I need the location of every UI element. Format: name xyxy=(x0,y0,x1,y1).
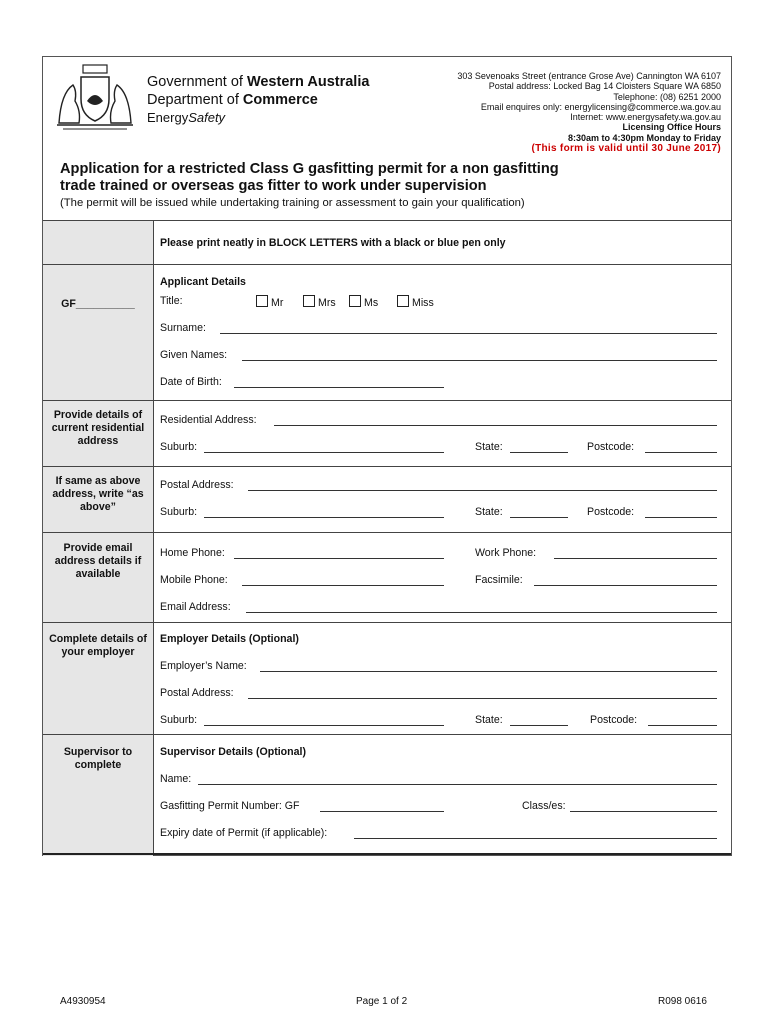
title-option-miss[interactable]: Miss xyxy=(397,295,434,309)
state-field[interactable] xyxy=(510,441,568,453)
title-option-mr[interactable]: Mr xyxy=(256,295,283,309)
hours-label: Licensing Office Hours xyxy=(622,122,721,133)
expiry-field[interactable] xyxy=(354,827,717,839)
supervisor-heading: Supervisor Details (Optional) xyxy=(160,746,306,758)
given-names-field[interactable] xyxy=(242,349,717,361)
checkbox[interactable] xyxy=(256,295,268,307)
page-number: Page 1 of 2 xyxy=(356,996,408,1007)
revision: R098 0616 xyxy=(658,996,707,1007)
wa-coat-of-arms-icon xyxy=(53,63,137,135)
title-option-mrs[interactable]: Mrs xyxy=(303,295,336,309)
mobile-phone-field[interactable] xyxy=(242,574,444,586)
checkbox[interactable] xyxy=(349,295,361,307)
postal-suburb-row: Suburb: State: Postcode: xyxy=(160,506,717,520)
residential-side-label: Provide details of current residential address xyxy=(51,409,145,447)
title-option-ms[interactable]: Ms xyxy=(349,295,378,309)
employer-name-field[interactable] xyxy=(260,660,717,672)
surname-row: Surname: xyxy=(160,322,717,336)
contact-line: Internet: www.energysafety.wa.gov.au xyxy=(570,112,721,123)
given-names-row: Given Names: xyxy=(160,349,717,363)
permit-number-row: Gasfitting Permit Number: GF Class/es: xyxy=(160,800,717,814)
residential-address-row: Residential Address: xyxy=(160,414,717,428)
postcode-field[interactable] xyxy=(645,441,717,453)
permit-number-field[interactable] xyxy=(320,800,444,812)
supervisor-name-row: Name: xyxy=(160,773,717,787)
dob-row: Date of Birth: xyxy=(160,376,717,390)
state-field[interactable] xyxy=(510,506,568,518)
contact-line: Telephone: (08) 6251 2000 xyxy=(613,91,721,102)
suburb-field[interactable] xyxy=(204,714,444,726)
title-row xyxy=(160,295,717,309)
email-row: Email Address: xyxy=(160,601,717,615)
hours: 8:30am to 4:30pm Monday to Friday xyxy=(567,132,721,143)
email-field[interactable] xyxy=(246,601,717,613)
form-id: A4930954 xyxy=(60,996,106,1007)
valid-notice: (This form is valid until 30 June 2017) xyxy=(531,143,721,154)
phone-row: Home Phone: Work Phone: xyxy=(160,547,717,561)
contact-line: Postal address: Locked Bag 14 Cloisters Square WA 6850 xyxy=(488,81,721,92)
dob-field[interactable] xyxy=(234,376,444,388)
home-phone-field[interactable] xyxy=(234,547,444,559)
header xyxy=(43,57,731,160)
employer-side-label: Complete details of your employer xyxy=(49,633,147,658)
form-page xyxy=(42,56,732,856)
instruction: Please print neatly in BLOCK LETTERS with a black or blue pen only xyxy=(160,237,506,249)
mobile-row: Mobile Phone: Facsimile: xyxy=(160,574,717,588)
checkbox[interactable] xyxy=(397,295,409,307)
postcode-field[interactable] xyxy=(648,714,717,726)
postcode-field[interactable] xyxy=(645,506,717,518)
employer-heading: Employer Details (Optional) xyxy=(160,633,299,645)
applicant-heading: Applicant Details xyxy=(160,276,246,288)
checkbox[interactable] xyxy=(303,295,315,307)
postal-address-field[interactable] xyxy=(248,479,717,491)
residential-suburb-row: Suburb: State: Postcode: xyxy=(160,441,717,455)
form-subtitle: (The permit will be issued while undertaking training or assessment to gain your qualification) xyxy=(60,197,525,209)
contact-side-label: Provide email address details if available xyxy=(54,542,142,580)
classes-field[interactable] xyxy=(570,800,717,812)
residential-address-field[interactable] xyxy=(274,414,717,426)
employer-suburb-row: Suburb: State: Postcode: xyxy=(160,714,717,728)
suburb-field[interactable] xyxy=(204,441,444,453)
supervisor-side-label: Supervisor to complete xyxy=(63,746,133,771)
supervisor-name-field[interactable] xyxy=(198,773,717,785)
surname-field[interactable] xyxy=(220,322,717,334)
title-label: Title: xyxy=(160,295,183,307)
employer-name-row: Employer’s Name: xyxy=(160,660,717,674)
suburb-field[interactable] xyxy=(204,506,444,518)
facsimile-field[interactable] xyxy=(534,574,717,586)
form-title: Application for a restricted Class G gasfitting permit for a non gasfitting trade trained or overseas gas fitter to work under supervision xyxy=(60,161,559,194)
postal-address-row: Postal Address: xyxy=(160,479,717,493)
work-phone-field[interactable] xyxy=(554,547,717,559)
contact-line: Email enquires only: energylicensing@commerce.wa.gov.au xyxy=(480,101,721,112)
expiry-row: Expiry date of Permit (if applicable): xyxy=(160,827,717,841)
government-heading: Government of Western Australia Department of Commerce EnergySafety xyxy=(147,74,370,125)
employer-postal-field[interactable] xyxy=(248,687,717,699)
postal-side-label: If same as above address, write “as above” xyxy=(52,475,144,513)
contact-block xyxy=(457,71,721,143)
contact-line: 303 Sevenoaks Street (entrance Grose Ave) Cannington WA 6107 xyxy=(457,71,721,81)
state-field[interactable] xyxy=(510,714,568,726)
gf-number: GF__________ xyxy=(61,298,135,310)
form-grid xyxy=(43,220,731,856)
employer-postal-row: Postal Address: xyxy=(160,687,717,701)
